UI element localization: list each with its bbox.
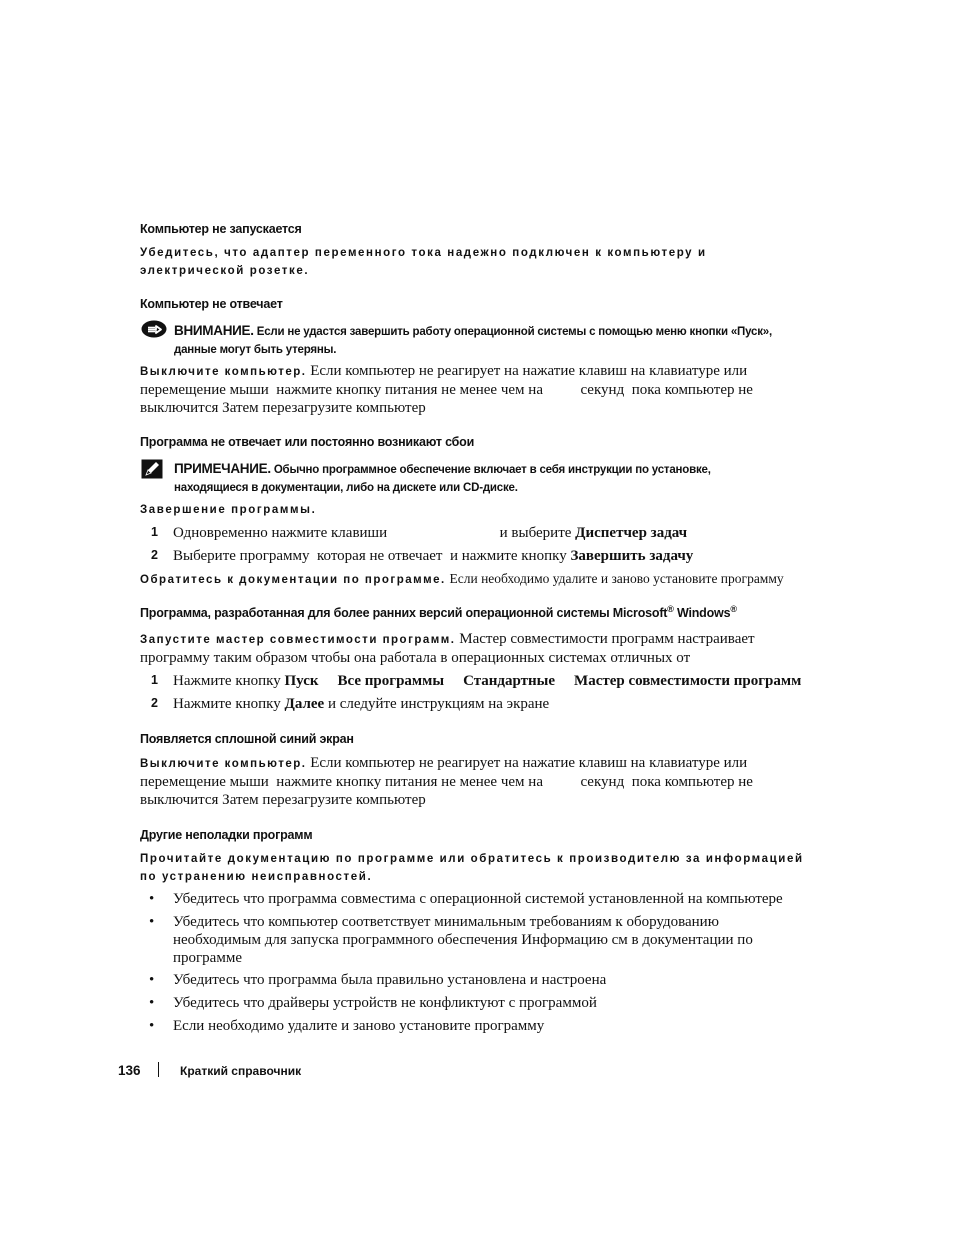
heading-text: Windows bbox=[673, 606, 731, 621]
section-heading-no-start: Компьютер не запускается bbox=[140, 222, 302, 236]
bullet-text: Убедитесь что программа совместима с операционной системой установленной на компьютере bbox=[173, 891, 783, 907]
lead-line: по устранению неисправностей. bbox=[140, 871, 373, 883]
step-bold-text: Диспетчер задач bbox=[575, 525, 688, 541]
heading-text: Программа, разработанная для более ранних версий операционной системы Microsoft bbox=[140, 606, 668, 621]
registered-mark: ® bbox=[730, 604, 737, 614]
paragraph-text: Мастер совместимости программ настраивает bbox=[459, 631, 755, 647]
section-lead-other-problems bbox=[140, 850, 804, 886]
lead-line: электрической розетке. bbox=[140, 265, 310, 277]
bullet-text: Убедитесь что компьютер соответствует минимальным требованиям к оборудованию bbox=[173, 914, 719, 930]
step-number: 2 bbox=[151, 696, 158, 710]
registered-mark: ® bbox=[667, 604, 674, 614]
bullet-marker: • bbox=[149, 1018, 155, 1034]
section-lead-end-program: Завершение программы. bbox=[140, 504, 317, 516]
bullet-text: программе bbox=[173, 950, 242, 966]
step-bold-text: Далее bbox=[284, 696, 325, 712]
inline-lead: Обратитесь к документации по программе. bbox=[140, 574, 446, 586]
section-heading-legacy-program bbox=[140, 604, 737, 620]
paragraph-text: Если компьютер не реагирует на нажатие клавиш на клавиатуре или bbox=[310, 755, 748, 771]
paragraph-power-off-blue bbox=[140, 754, 820, 809]
step-bold-text: Пуск bbox=[284, 673, 319, 689]
paragraph-compat-wizard bbox=[140, 630, 820, 667]
paragraph-text: выключится Затем перезагрузите компьютер bbox=[140, 400, 426, 416]
step-bold-text: Стандартные bbox=[463, 673, 556, 689]
paragraph-text: Если компьютер не реагирует на нажатие клавиш на клавиатуре или bbox=[310, 363, 748, 379]
page-number: 136 bbox=[118, 1063, 141, 1078]
caution-text: Если не удастся завершить работу операционной системы с помощью меню кнопки «Пуск», bbox=[256, 326, 772, 338]
step-text: Нажмите кнопку bbox=[173, 696, 285, 712]
step-text: и следуйте инструкциям на экране bbox=[324, 696, 550, 712]
step-bold-text: Мастер совместимости программ bbox=[574, 673, 802, 689]
bullet-text: необходимым для запуска программного обеспечения Информацию см в документации по bbox=[173, 932, 753, 948]
lead-line: Убедитесь, что адаптер переменного тока надежно подключен к компьютеру и bbox=[140, 247, 707, 259]
note-notice bbox=[174, 460, 711, 497]
bullet-marker: • bbox=[149, 972, 155, 988]
paragraph-text: перемещение мыши нажмите кнопку питания не менее чем на секунд пока компьютер не bbox=[140, 382, 753, 398]
step-number: 1 bbox=[151, 525, 158, 539]
step-bold-text: Все программы bbox=[337, 673, 445, 689]
bullet-marker: • bbox=[149, 891, 155, 907]
section-heading-other-problems: Другие неполадки программ bbox=[140, 828, 313, 842]
bullet-marker: • bbox=[149, 914, 155, 930]
section-heading-blue-screen: Появляется сплошной синий экран bbox=[140, 732, 354, 746]
footer-divider bbox=[158, 1062, 159, 1077]
section-lead-no-start bbox=[140, 244, 707, 280]
step-number: 1 bbox=[151, 673, 158, 687]
step-number: 2 bbox=[151, 548, 158, 562]
step-text: Выберите программу которая не отвечает и нажмите кнопку bbox=[173, 548, 571, 564]
inline-lead: Запустите мастер совместимости программ. bbox=[140, 634, 456, 646]
note-text: находящиеся в документации, либо на дискете или CD-диске. bbox=[174, 482, 518, 494]
step-text: Нажмите кнопку bbox=[173, 673, 285, 689]
step-bold-text: Завершить задачу bbox=[570, 548, 694, 564]
bullet-text: Если необходимо удалите и заново установите программу bbox=[173, 1018, 545, 1034]
bullet-marker: • bbox=[149, 995, 155, 1011]
footer-title: Краткий справочник bbox=[180, 1064, 302, 1078]
caution-notice bbox=[174, 322, 772, 359]
note-text: Обычно программное обеспечение включает в себя инструкции по установке, bbox=[273, 464, 711, 476]
lead-line: Прочитайте документацию по программе или обратитесь к производителю за информацией bbox=[140, 853, 804, 865]
paragraph-text: выключится Затем перезагрузите компьютер bbox=[140, 792, 426, 808]
paragraph-power-off bbox=[140, 362, 820, 417]
step-text: Одновременно нажмите клавиши и выберите bbox=[173, 525, 576, 541]
caution-text: данные могут быть утеряны. bbox=[174, 344, 337, 356]
bullet-text: Убедитесь что программа была правильно установлена и настроена bbox=[173, 972, 607, 988]
caution-hand-icon bbox=[141, 320, 167, 343]
caution-label: ВНИМАНИЕ. bbox=[174, 323, 254, 338]
paragraph-text: Если необходимо удалите и заново установите программу bbox=[449, 571, 784, 586]
paragraph-text: перемещение мыши нажмите кнопку питания не менее чем на секунд пока компьютер не bbox=[140, 774, 753, 790]
bullet-text: Убедитесь что драйверы устройств не конфликтуют с программой bbox=[173, 995, 597, 1011]
paragraph-text: программу таким образом чтобы она работала в операционных системах отличных от bbox=[140, 650, 691, 666]
inline-lead: Выключите компьютер. bbox=[140, 366, 307, 378]
note-pencil-icon bbox=[141, 459, 163, 484]
inline-lead: Выключите компьютер. bbox=[140, 758, 307, 770]
note-label: ПРИМЕЧАНИЕ. bbox=[174, 461, 271, 476]
paragraph-see-docs bbox=[140, 570, 820, 589]
section-heading-program-crash: Программа не отвечает или постоянно возникают сбои bbox=[140, 435, 475, 449]
section-heading-not-responding: Компьютер не отвечает bbox=[140, 297, 283, 311]
